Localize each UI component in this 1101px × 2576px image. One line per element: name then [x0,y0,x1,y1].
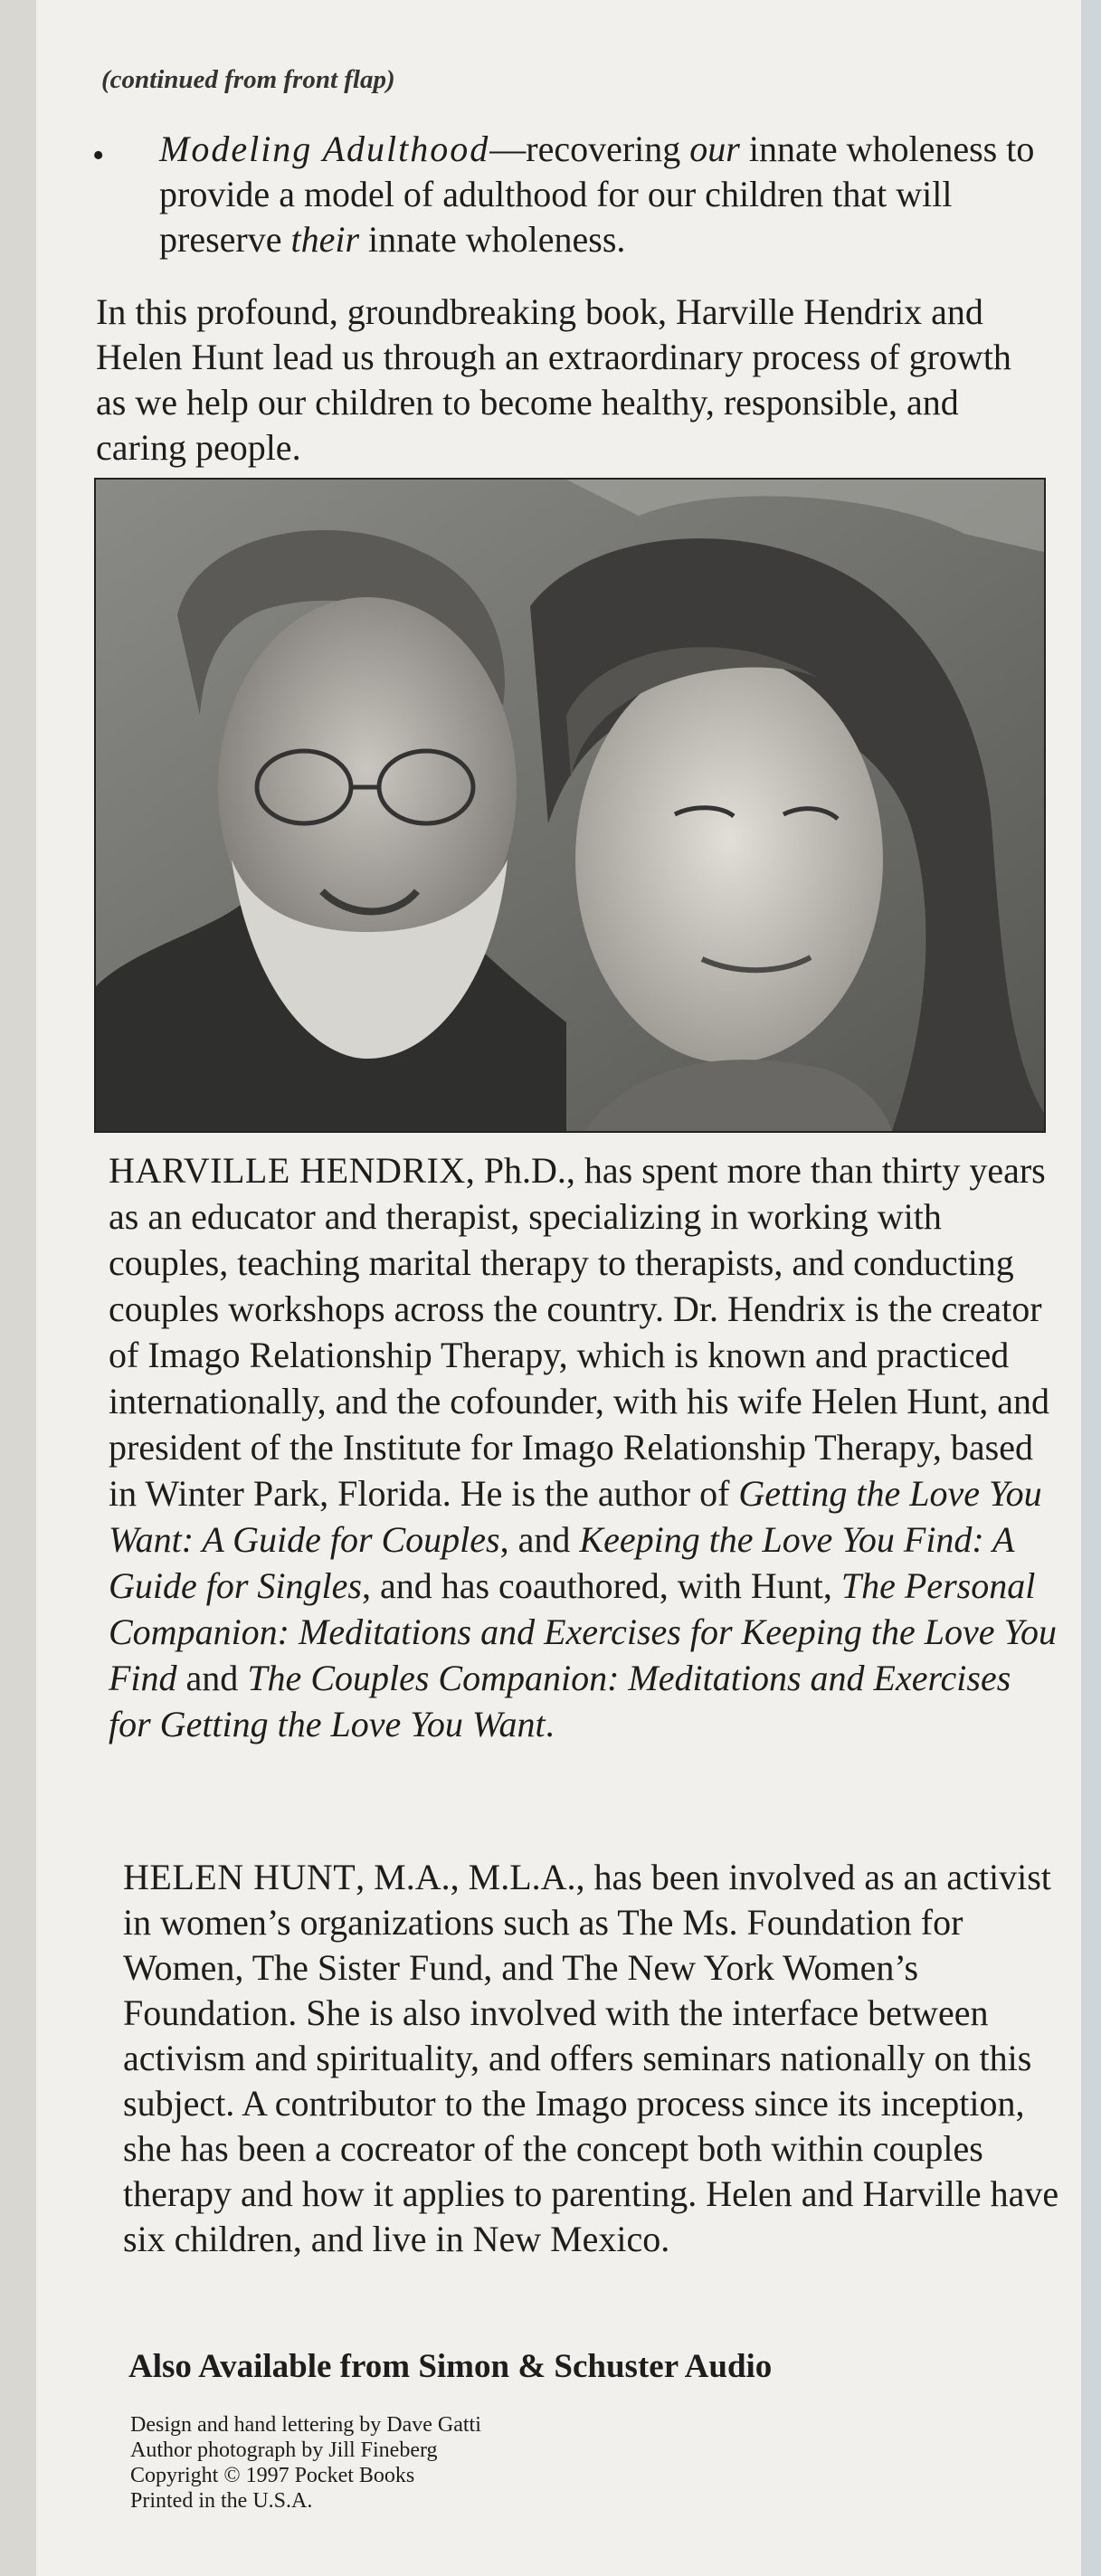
book-title-2: Keeping the Love You Find: A Guide for Singles [109,1519,1014,1606]
continued-note: (continued from front flap) [101,65,395,94]
bullet-marker: • [92,137,105,175]
page-left-margin [0,0,36,2576]
page-right-edge [1081,0,1101,2576]
credit-photo: Author photograph by Jill Fineberg [130,2438,438,2462]
intro-paragraph: In this profound, groundbreaking book, Harville Hendrix and Helen Hunt lead us through an extraordinary process of growth as we help our children to become healthy, responsible, and caring people. [96,291,1011,468]
hendrix-bio-text-2: , and [499,1519,580,1560]
hendrix-bio-text-5: . [545,1704,555,1744]
author-photo [94,478,1046,1133]
hendrix-name: HARVILLE HENDRIX [109,1150,466,1191]
book-title-3: The Personal Companion: Meditations and Exercises for Keeping the Love You Find [109,1565,1058,1698]
hunt-bio [123,1855,1064,2262]
hunt-bio-text: , M.A., M.L.A., has been involved as an activist in women’s organizations such as The Ms. Foundation for Women, The Sister Fund, and The New York Women’s Foundation. She is also involved with the interface between activism and spirituality, and offers seminars nationally on this subject. A contributor to the Imago process since its inception, she has been a cocreator of the concept both within couples therapy and how it applies to parenting. Helen and Harville have six children, and live in New Mexico. [123,1857,1059,2259]
also-available-heading: Also Available from Simon & Schuster Audio [128,2348,773,2385]
bullet-paragraph [159,127,1037,262]
credit-printed: Printed in the U.S.A. [130,2489,313,2513]
hendrix-bio-text-4: and [176,1658,248,1698]
bullet-their: their [290,219,360,260]
bullet-dash: —recovering [489,128,690,169]
book-title-1: Getting the Love You Want: A Guide for Couples [109,1473,1042,1560]
bullet-text-2: innate wholeness. [359,219,626,260]
hendrix-bio-text-1: , Ph.D., has spent more than thirty years as an educator and therapist, specializing in working with couples, teaching marital therapy to therapists, and conducting couples workshops across the country. Dr. Hendrix is the creator of Imago Relationship Therapy, which is known and practiced internationally, and the cofounder, with his wife Helen Hunt, and president of the Institute for Imago Relationship Therapy, based in Winter Park, Florida. He is the author of [109,1150,1049,1514]
bullet-title: Modeling Adulthood [159,128,490,169]
credit-copyright: Copyright © 1997 Pocket Books [130,2464,415,2487]
book-title-4: The Couples Companion: Meditations and Exercises for Getting the Love You Want [109,1658,1011,1744]
credits-block [130,2412,481,2514]
hunt-name: HELEN HUNT [123,1857,356,1897]
bullet-text-1: innate wholeness to provide a model of adulthood for our children that will preserve [159,128,1035,260]
hendrix-bio-text-3: , and has coauthored, with Hunt, [361,1565,841,1606]
hendrix-bio [109,1147,1058,1747]
bullet-our: our [689,128,740,169]
credit-design: Design and hand lettering by Dave Gatti [130,2413,481,2437]
